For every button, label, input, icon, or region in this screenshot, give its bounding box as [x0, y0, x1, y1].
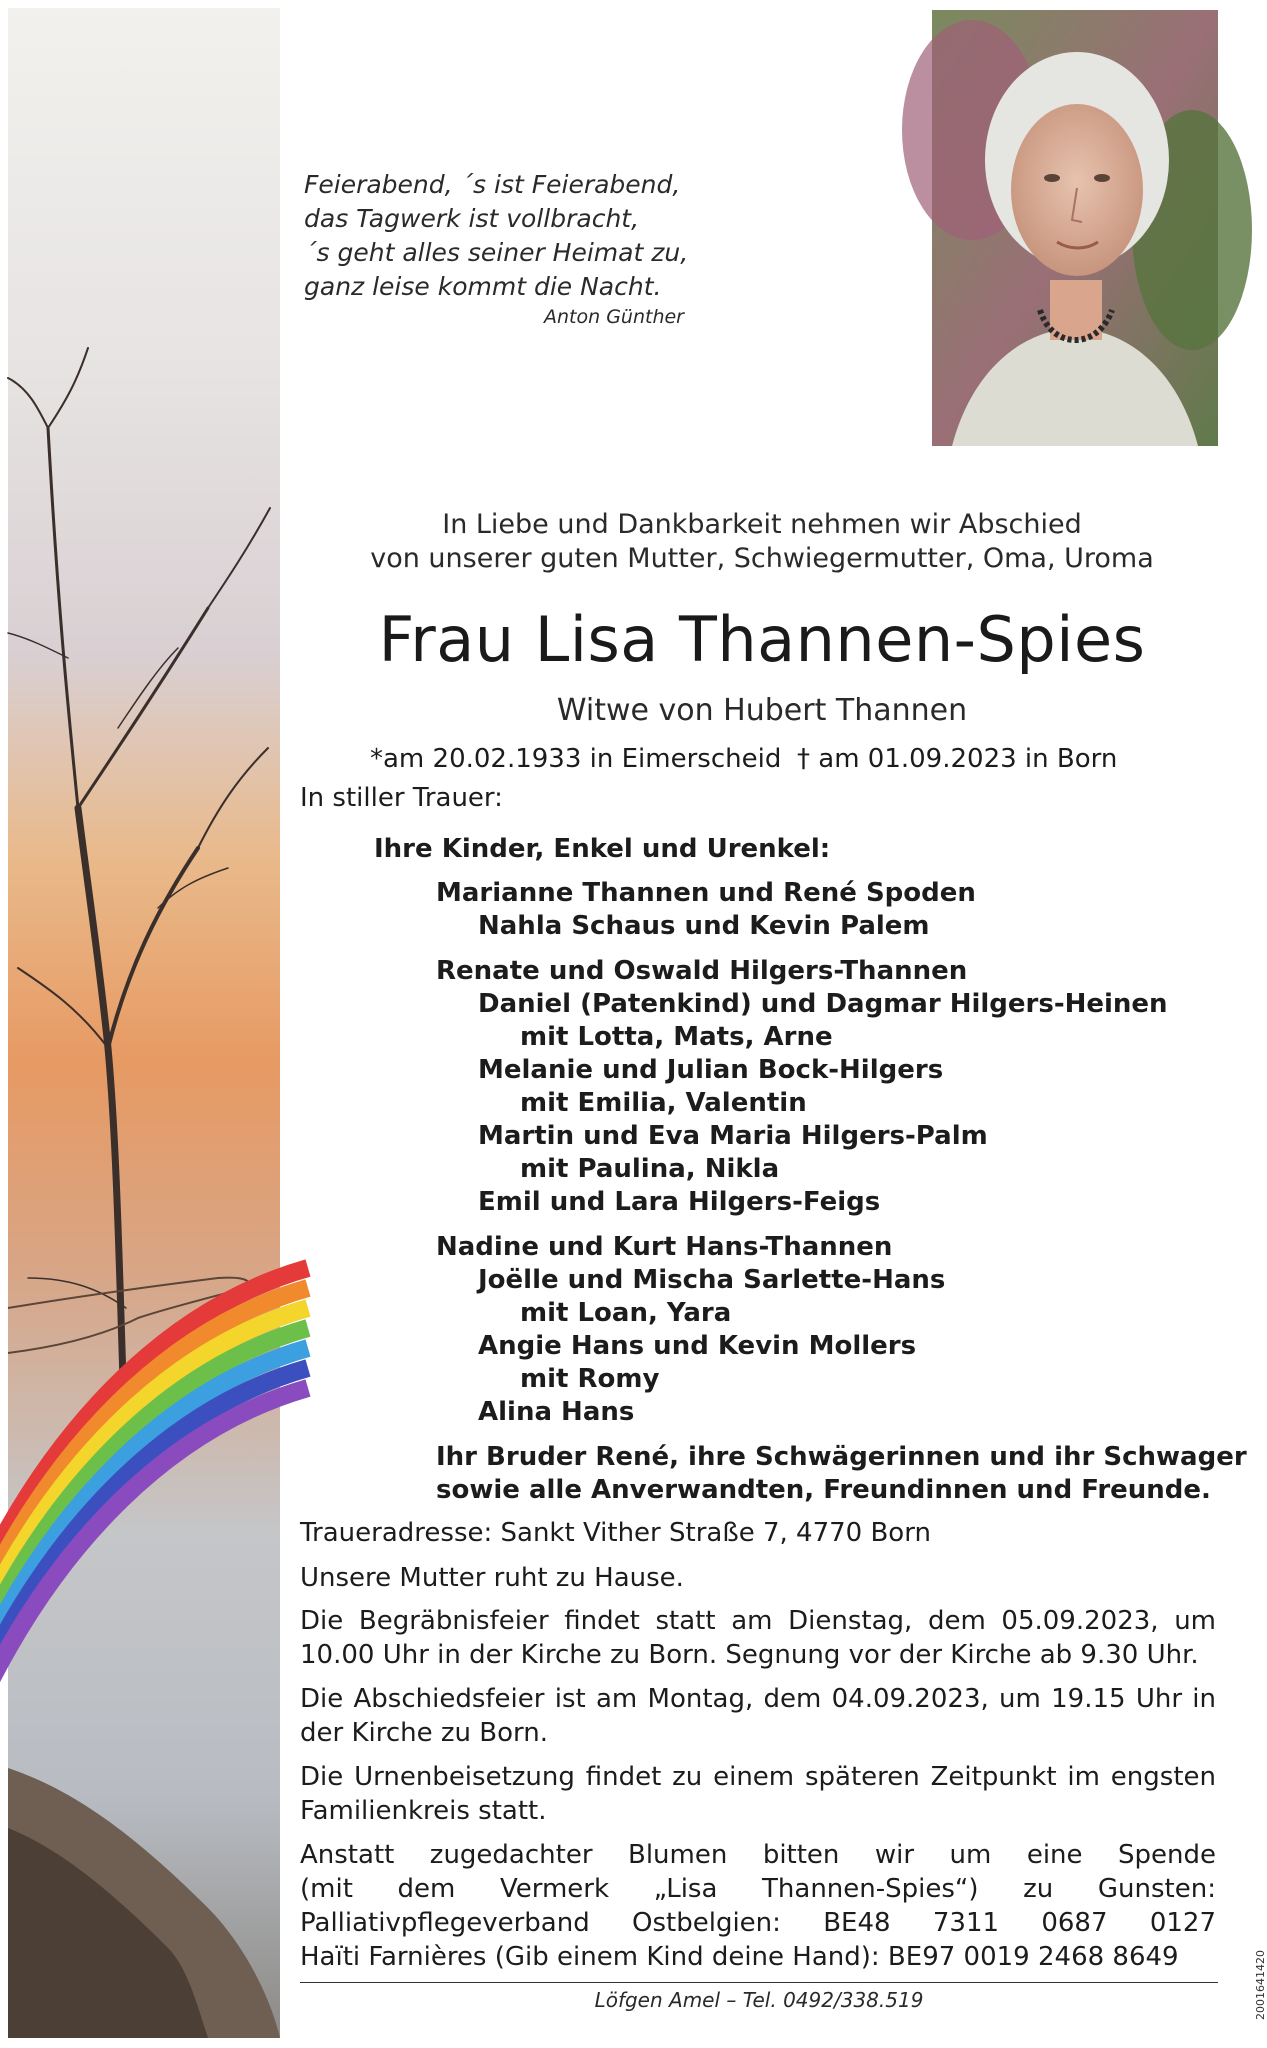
intro-line: In Liebe und Dankbarkeit nehmen wir Abschied	[442, 509, 1082, 540]
poem	[304, 168, 744, 304]
urn-line: Die Urnenbeisetzung findet zu einem späteren Zeitpunkt im engsten	[300, 1762, 1216, 1792]
donation-line: (mit dem Vermerk „Lisa Thannen-Spies“) zu Gunsten:	[300, 1874, 1216, 1904]
family-heading: Ihre Kinder, Enkel und Urenkel:	[374, 834, 831, 864]
poem-line: ´s geht alles seiner Heimat zu,	[304, 238, 689, 267]
family-line: Alina Hans	[478, 1397, 635, 1427]
family-line: mit Emilia, Valentin	[520, 1088, 807, 1118]
poem-line: das Tagwerk ist vollbracht,	[304, 204, 640, 233]
donation-line: Palliativpflegeverband Ostbelgien: BE48 7311 0687 0127	[300, 1908, 1216, 1938]
family-line: Daniel (Patenkind) und Dagmar Hilgers-Heinen	[478, 989, 1168, 1019]
family-line: mit Loan, Yara	[520, 1298, 732, 1328]
mourning-label: In stiller Trauer:	[300, 783, 503, 813]
footer-divider	[300, 1982, 1218, 1983]
farewell-line: Die Abschiedsfeier ist am Montag, dem 04.09.2023, um 19.15 Uhr in	[300, 1684, 1216, 1714]
donation-line: Anstatt zugedachter Blumen bitten wir um eine Spende	[300, 1840, 1216, 1870]
deceased-name: Frau Lisa Thannen-Spies	[378, 603, 1146, 676]
portrait-photo	[932, 10, 1218, 446]
funeral-info	[300, 1604, 1216, 1672]
obituary-content	[300, 8, 1247, 2038]
intro-text	[300, 508, 1224, 576]
birth-date: *am 20.02.1933 in Eimerscheid	[370, 744, 782, 774]
family-line: Marianne Thannen und René Spoden	[436, 878, 976, 908]
tree-rainbow-painting	[8, 8, 280, 2038]
family-line: Martin und Eva Maria Hilgers-Palm	[478, 1121, 988, 1151]
rest-note: Unsere Mutter ruht zu Hause.	[300, 1563, 684, 1593]
farewell-info	[300, 1682, 1216, 1750]
family-line: Angie Hans und Kevin Mollers	[478, 1331, 917, 1361]
urn-line: Familienkreis statt.	[300, 1796, 547, 1826]
family-line: Renate und Oswald Hilgers-Thannen	[436, 956, 968, 986]
poem-author: Anton Günther	[544, 306, 684, 328]
poem-line: ganz leise kommt die Nacht.	[304, 272, 662, 301]
family-line: mit Paulina, Nikla	[520, 1154, 780, 1184]
donation-line: Haïti Farnières (Gib einem Kind deine Hand): BE97 0019 2468 8649	[300, 1942, 1179, 1972]
family-line: Nadine und Kurt Hans-Thannen	[436, 1232, 893, 1262]
ad-code: 2001641420	[1254, 1950, 1267, 2020]
funeral-line: 10.00 Uhr in der Kirche zu Born. Segnung vor der Kirche ab 9.30 Uhr.	[300, 1640, 1199, 1670]
poem-line: Feierabend, ´s ist Feierabend,	[304, 170, 681, 199]
farewell-line: der Kirche zu Born.	[300, 1718, 548, 1748]
family-line: Nahla Schaus und Kevin Palem	[478, 911, 930, 941]
family-line: Emil und Lara Hilgers-Feigs	[478, 1187, 881, 1217]
family-line: mit Lotta, Mats, Arne	[520, 1022, 833, 1052]
funeral-home-footer: Löfgen Amel – Tel. 0492/338.519	[594, 1988, 924, 2012]
funeral-line: Die Begräbnisfeier findet statt am Dienstag, dem 05.09.2023, um	[300, 1606, 1216, 1636]
intro-line: von unserer guten Mutter, Schwiegermutter, Oma, Uroma	[370, 543, 1154, 574]
family-closing: sowie alle Anverwandten, Freundinnen und Freunde.	[436, 1475, 1211, 1505]
family-line: Melanie und Julian Bock-Hilgers	[478, 1055, 944, 1085]
family-line: Joëlle und Mischa Sarlette-Hans	[478, 1265, 946, 1295]
mourning-address: Traueradresse: Sankt Vither Straße 7, 4770 Born	[300, 1518, 931, 1548]
family-line: mit Romy	[520, 1364, 660, 1394]
widow-of: Witwe von Hubert Thannen	[556, 693, 968, 728]
death-date: † am 01.09.2023 in Born	[797, 744, 1118, 774]
urn-info	[300, 1760, 1216, 1828]
family-closing: Ihr Bruder René, ihre Schwägerinnen und ihr Schwager	[436, 1442, 1247, 1472]
donation-info	[300, 1838, 1216, 1974]
